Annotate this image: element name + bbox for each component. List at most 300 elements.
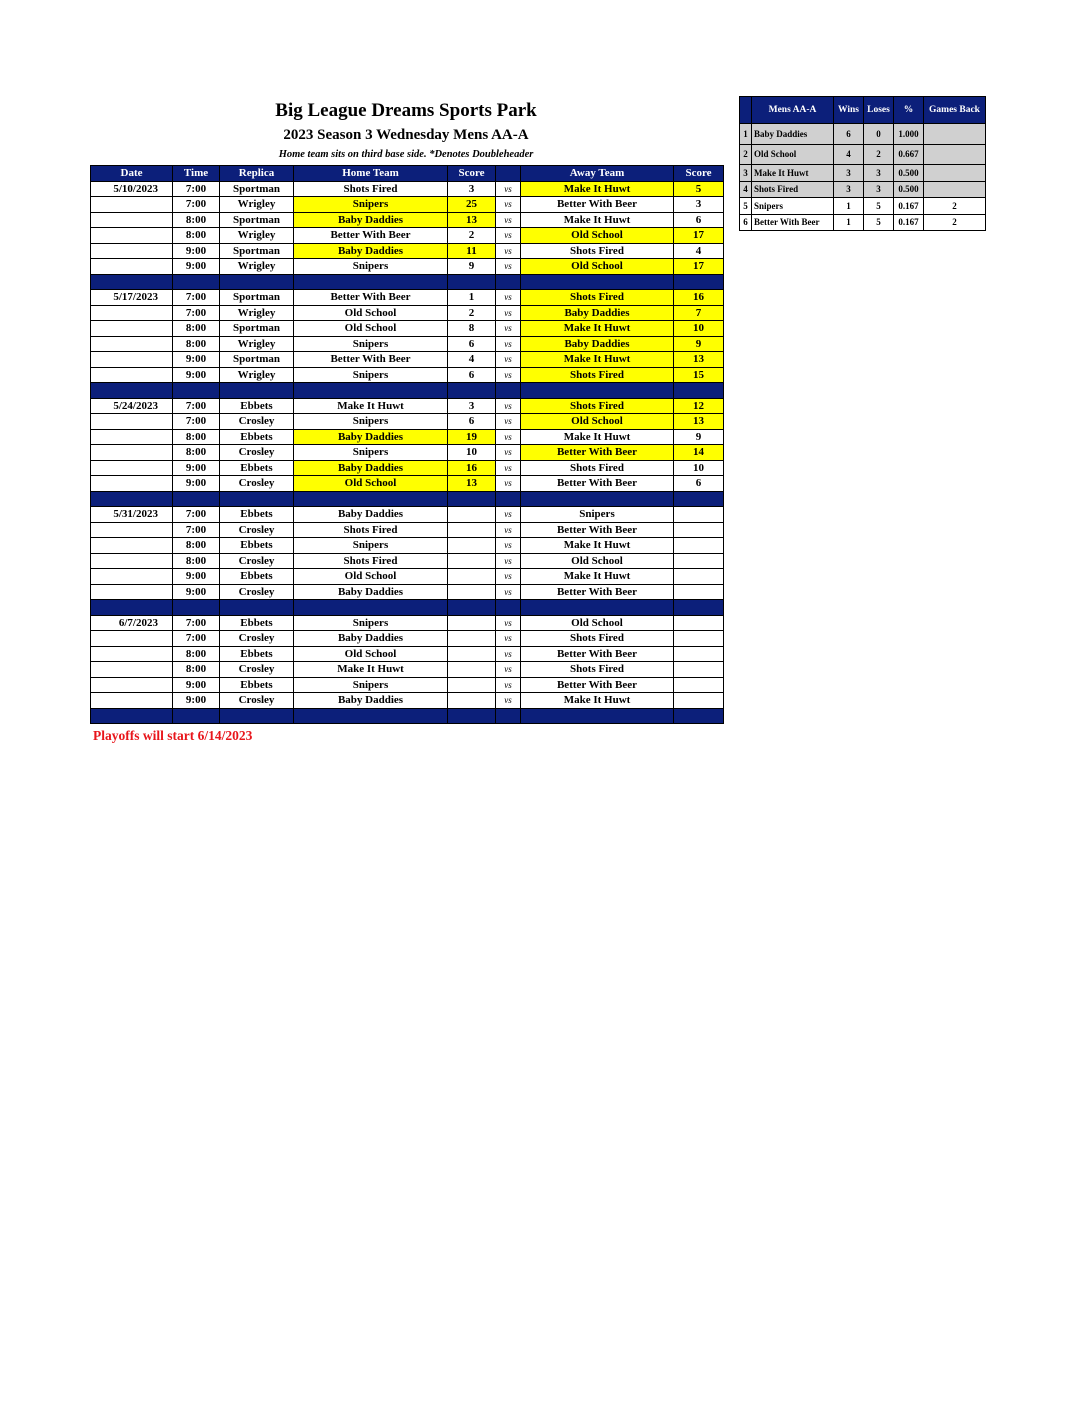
away-team: Better With Beer (521, 522, 674, 538)
away-team: Better With Beer (521, 445, 674, 461)
game-field: Crosley (220, 414, 294, 430)
game-row (91, 677, 724, 693)
game-date (91, 553, 173, 569)
week-separator (91, 600, 724, 616)
game-field: Wrigley (220, 228, 294, 244)
column-header-time: Time (173, 166, 220, 182)
standings-header-row (740, 97, 986, 124)
home-score: 3 (448, 398, 496, 414)
standings-header-division: Mens AA-A (752, 97, 834, 124)
standings-rank: 4 (740, 181, 752, 198)
away-score (674, 693, 724, 709)
game-row (91, 212, 724, 228)
column-header-home-team: Home Team (294, 166, 448, 182)
away-score: 13 (674, 352, 724, 368)
home-score: 19 (448, 429, 496, 445)
home-team: Shots Fired (294, 553, 448, 569)
vs-label: vs (496, 553, 521, 569)
game-date (91, 321, 173, 337)
standings-wins: 6 (834, 124, 864, 145)
game-row (91, 522, 724, 538)
game-time: 7:00 (173, 197, 220, 213)
game-time: 8:00 (173, 228, 220, 244)
separator-cell (173, 708, 220, 724)
game-date: 5/17/2023 (91, 290, 173, 306)
game-date: 5/24/2023 (91, 398, 173, 414)
playoffs-note: Playoffs will start 6/14/2023 (93, 728, 253, 743)
game-row (91, 243, 724, 259)
vs-label: vs (496, 693, 521, 709)
game-date (91, 445, 173, 461)
game-field: Wrigley (220, 305, 294, 321)
page-subtitle: 2023 Season 3 Wednesday Mens AA-A (283, 127, 529, 143)
separator-cell (220, 491, 294, 507)
game-row (91, 615, 724, 631)
game-date: 6/7/2023 (91, 615, 173, 631)
game-date (91, 569, 173, 585)
game-time: 9:00 (173, 460, 220, 476)
away-score: 13 (674, 414, 724, 430)
home-score: 13 (448, 476, 496, 492)
standings-header-rank (740, 97, 752, 124)
away-score (674, 538, 724, 554)
game-date (91, 336, 173, 352)
game-field: Ebbets (220, 398, 294, 414)
separator-cell (521, 383, 674, 399)
away-score: 14 (674, 445, 724, 461)
separator-cell (220, 708, 294, 724)
game-time: 8:00 (173, 553, 220, 569)
home-score (448, 569, 496, 585)
game-field: Crosley (220, 522, 294, 538)
away-team: Shots Fired (521, 460, 674, 476)
away-score (674, 522, 724, 538)
game-time: 8:00 (173, 445, 220, 461)
separator-cell (91, 383, 173, 399)
home-score: 2 (448, 228, 496, 244)
away-team: Make It Huwt (521, 538, 674, 554)
home-team: Snipers (294, 336, 448, 352)
away-team: Shots Fired (521, 662, 674, 678)
separator-cell (496, 708, 521, 724)
separator-cell (448, 274, 496, 290)
separator-cell (220, 274, 294, 290)
home-team: Baby Daddies (294, 429, 448, 445)
standings-loses: 5 (864, 214, 894, 231)
game-field: Sportman (220, 290, 294, 306)
standings-pct: 0.667 (894, 144, 924, 165)
column-header-replica: Replica (220, 166, 294, 182)
game-row (91, 460, 724, 476)
away-score: 15 (674, 367, 724, 383)
game-date: 5/10/2023 (91, 181, 173, 197)
standings-pct: 0.167 (894, 214, 924, 231)
separator-cell (448, 491, 496, 507)
game-time: 9:00 (173, 677, 220, 693)
home-score: 16 (448, 460, 496, 476)
vs-label: vs (496, 476, 521, 492)
home-team: Baby Daddies (294, 212, 448, 228)
home-score: 13 (448, 212, 496, 228)
home-team: Snipers (294, 538, 448, 554)
game-date (91, 228, 173, 244)
game-time: 9:00 (173, 367, 220, 383)
home-score: 4 (448, 352, 496, 368)
home-team: Baby Daddies (294, 693, 448, 709)
away-score: 10 (674, 460, 724, 476)
standings-games-back: 2 (924, 198, 986, 215)
game-field: Crosley (220, 631, 294, 647)
game-row (91, 367, 724, 383)
standings-loses: 2 (864, 144, 894, 165)
game-field: Sportman (220, 352, 294, 368)
game-row (91, 662, 724, 678)
game-field: Crosley (220, 476, 294, 492)
home-score (448, 662, 496, 678)
home-team: Snipers (294, 197, 448, 213)
game-date (91, 460, 173, 476)
game-field: Crosley (220, 662, 294, 678)
standings-wins: 1 (834, 198, 864, 215)
game-date (91, 429, 173, 445)
standings-rank: 5 (740, 198, 752, 215)
game-date (91, 305, 173, 321)
game-time: 9:00 (173, 352, 220, 368)
away-score: 6 (674, 476, 724, 492)
home-team: Better With Beer (294, 290, 448, 306)
away-team: Better With Beer (521, 197, 674, 213)
away-team: Better With Beer (521, 646, 674, 662)
game-date (91, 259, 173, 275)
game-time: 9:00 (173, 259, 220, 275)
game-row (91, 290, 724, 306)
standings-pct: 0.167 (894, 198, 924, 215)
away-team: Snipers (521, 507, 674, 523)
game-date (91, 538, 173, 554)
vs-label: vs (496, 181, 521, 197)
game-time: 9:00 (173, 243, 220, 259)
away-team: Baby Daddies (521, 305, 674, 321)
standings-games-back (924, 181, 986, 198)
standings-header-games-back: Games Back (924, 97, 986, 124)
game-row (91, 228, 724, 244)
vs-label: vs (496, 429, 521, 445)
away-team: Shots Fired (521, 290, 674, 306)
game-field: Wrigley (220, 259, 294, 275)
away-score (674, 584, 724, 600)
away-score: 17 (674, 259, 724, 275)
home-score: 9 (448, 259, 496, 275)
game-row (91, 584, 724, 600)
game-time: 7:00 (173, 398, 220, 414)
away-team: Baby Daddies (521, 336, 674, 352)
standings-wins: 1 (834, 214, 864, 231)
standings-header-pct: % (894, 97, 924, 124)
away-score: 12 (674, 398, 724, 414)
game-field: Ebbets (220, 615, 294, 631)
home-team: Snipers (294, 367, 448, 383)
separator-cell (294, 600, 448, 616)
game-time: 7:00 (173, 522, 220, 538)
game-time: 8:00 (173, 646, 220, 662)
home-team: Snipers (294, 259, 448, 275)
game-date: 5/31/2023 (91, 507, 173, 523)
game-row (91, 181, 724, 197)
home-score: 6 (448, 414, 496, 430)
away-team: Make It Huwt (521, 429, 674, 445)
game-row (91, 445, 724, 461)
away-score: 6 (674, 212, 724, 228)
home-team: Shots Fired (294, 181, 448, 197)
home-team: Make It Huwt (294, 662, 448, 678)
standings-table (739, 96, 986, 231)
home-score (448, 615, 496, 631)
standings-team: Baby Daddies (752, 124, 834, 145)
game-row (91, 631, 724, 647)
separator-cell (294, 274, 448, 290)
schedule-header (90, 98, 722, 164)
separator-cell (674, 708, 724, 724)
column-header-away-team: Away Team (521, 166, 674, 182)
column-header-away-score: Score (674, 166, 724, 182)
away-score: 10 (674, 321, 724, 337)
standings-loses: 0 (864, 124, 894, 145)
away-score: 4 (674, 243, 724, 259)
game-row (91, 305, 724, 321)
separator-cell (674, 491, 724, 507)
game-time: 9:00 (173, 476, 220, 492)
home-score: 10 (448, 445, 496, 461)
game-row (91, 646, 724, 662)
home-team: Old School (294, 569, 448, 585)
game-time: 8:00 (173, 662, 220, 678)
away-score: 9 (674, 336, 724, 352)
page-title: Big League Dreams Sports Park (275, 100, 537, 121)
separator-cell (173, 491, 220, 507)
game-field: Sportman (220, 321, 294, 337)
separator-cell (294, 383, 448, 399)
vs-label: vs (496, 290, 521, 306)
away-team: Old School (521, 414, 674, 430)
game-time: 7:00 (173, 414, 220, 430)
game-date (91, 662, 173, 678)
away-score (674, 646, 724, 662)
standings-body (740, 124, 986, 231)
vs-label: vs (496, 631, 521, 647)
vs-label: vs (496, 507, 521, 523)
standings-row (740, 198, 986, 215)
game-row (91, 321, 724, 337)
away-team: Make It Huwt (521, 352, 674, 368)
game-field: Ebbets (220, 677, 294, 693)
vs-label: vs (496, 321, 521, 337)
home-score (448, 677, 496, 693)
home-score: 6 (448, 367, 496, 383)
home-score (448, 584, 496, 600)
game-field: Sportman (220, 212, 294, 228)
home-team: Snipers (294, 445, 448, 461)
game-row (91, 507, 724, 523)
game-row (91, 414, 724, 430)
game-row (91, 197, 724, 213)
standings-rank: 3 (740, 165, 752, 182)
away-team: Shots Fired (521, 398, 674, 414)
standings-row (740, 124, 986, 145)
home-team: Baby Daddies (294, 631, 448, 647)
separator-cell (496, 383, 521, 399)
game-time: 7:00 (173, 507, 220, 523)
home-score: 6 (448, 336, 496, 352)
game-field: Crosley (220, 553, 294, 569)
game-row (91, 259, 724, 275)
home-team: Make It Huwt (294, 398, 448, 414)
standings-header-wins: Wins (834, 97, 864, 124)
game-field: Ebbets (220, 538, 294, 554)
away-score (674, 662, 724, 678)
separator-cell (521, 274, 674, 290)
home-team: Shots Fired (294, 522, 448, 538)
home-team: Better With Beer (294, 228, 448, 244)
vs-label: vs (496, 615, 521, 631)
game-time: 9:00 (173, 584, 220, 600)
standings-games-back (924, 165, 986, 182)
away-score (674, 569, 724, 585)
away-team: Old School (521, 615, 674, 631)
game-time: 8:00 (173, 321, 220, 337)
away-score: 9 (674, 429, 724, 445)
standings-games-back: 2 (924, 214, 986, 231)
vs-label: vs (496, 305, 521, 321)
game-date (91, 677, 173, 693)
game-date (91, 693, 173, 709)
home-score (448, 522, 496, 538)
game-date (91, 243, 173, 259)
game-field: Ebbets (220, 429, 294, 445)
away-score: 5 (674, 181, 724, 197)
standings-wins: 3 (834, 181, 864, 198)
separator-cell (496, 274, 521, 290)
home-score: 8 (448, 321, 496, 337)
standings-team: Better With Beer (752, 214, 834, 231)
schedule-body (91, 181, 724, 724)
separator-cell (294, 708, 448, 724)
vs-label: vs (496, 646, 521, 662)
standings-pct: 0.500 (894, 165, 924, 182)
game-field: Ebbets (220, 646, 294, 662)
home-score: 3 (448, 181, 496, 197)
game-time: 8:00 (173, 429, 220, 445)
home-score (448, 693, 496, 709)
vs-label: vs (496, 584, 521, 600)
vs-label: vs (496, 460, 521, 476)
game-time: 7:00 (173, 181, 220, 197)
home-team: Snipers (294, 677, 448, 693)
game-field: Crosley (220, 693, 294, 709)
away-team: Better With Beer (521, 584, 674, 600)
separator-cell (220, 383, 294, 399)
vs-label: vs (496, 677, 521, 693)
game-time: 8:00 (173, 538, 220, 554)
separator-cell (521, 491, 674, 507)
game-time: 9:00 (173, 693, 220, 709)
separator-cell (220, 600, 294, 616)
standings-rank: 1 (740, 124, 752, 145)
vs-label: vs (496, 414, 521, 430)
standings-loses: 3 (864, 165, 894, 182)
separator-cell (496, 491, 521, 507)
separator-cell (173, 274, 220, 290)
vs-label: vs (496, 197, 521, 213)
home-score: 11 (448, 243, 496, 259)
game-row (91, 538, 724, 554)
vs-label: vs (496, 538, 521, 554)
away-team: Shots Fired (521, 367, 674, 383)
separator-cell (173, 383, 220, 399)
home-team: Old School (294, 476, 448, 492)
game-time: 7:00 (173, 290, 220, 306)
away-team: Make It Huwt (521, 569, 674, 585)
home-score (448, 646, 496, 662)
home-score (448, 507, 496, 523)
game-date (91, 367, 173, 383)
standings-team: Make It Huwt (752, 165, 834, 182)
away-score (674, 631, 724, 647)
away-score (674, 677, 724, 693)
game-field: Crosley (220, 584, 294, 600)
vs-label: vs (496, 243, 521, 259)
home-score (448, 631, 496, 647)
separator-cell (496, 600, 521, 616)
away-team: Better With Beer (521, 677, 674, 693)
standings-row (740, 165, 986, 182)
home-team: Snipers (294, 414, 448, 430)
separator-cell (674, 274, 724, 290)
standings-row (740, 144, 986, 165)
game-field: Wrigley (220, 197, 294, 213)
game-date (91, 646, 173, 662)
away-team: Make It Huwt (521, 693, 674, 709)
standings-pct: 1.000 (894, 124, 924, 145)
away-score: 17 (674, 228, 724, 244)
standings-wins: 4 (834, 144, 864, 165)
week-separator (91, 491, 724, 507)
away-score: 7 (674, 305, 724, 321)
home-team: Baby Daddies (294, 584, 448, 600)
separator-cell (521, 600, 674, 616)
standings-team: Snipers (752, 198, 834, 215)
game-date (91, 476, 173, 492)
game-time: 9:00 (173, 569, 220, 585)
standings-pct: 0.500 (894, 181, 924, 198)
game-field: Wrigley (220, 336, 294, 352)
standings-row (740, 181, 986, 198)
separator-cell (448, 600, 496, 616)
away-team: Make It Huwt (521, 212, 674, 228)
week-separator (91, 383, 724, 399)
standings-wins: 3 (834, 165, 864, 182)
game-row (91, 398, 724, 414)
game-time: 7:00 (173, 631, 220, 647)
away-score: 16 (674, 290, 724, 306)
game-row (91, 569, 724, 585)
away-score (674, 615, 724, 631)
standings-rank: 6 (740, 214, 752, 231)
away-team: Better With Beer (521, 476, 674, 492)
game-row (91, 476, 724, 492)
away-team: Shots Fired (521, 243, 674, 259)
separator-cell (91, 274, 173, 290)
home-score: 2 (448, 305, 496, 321)
